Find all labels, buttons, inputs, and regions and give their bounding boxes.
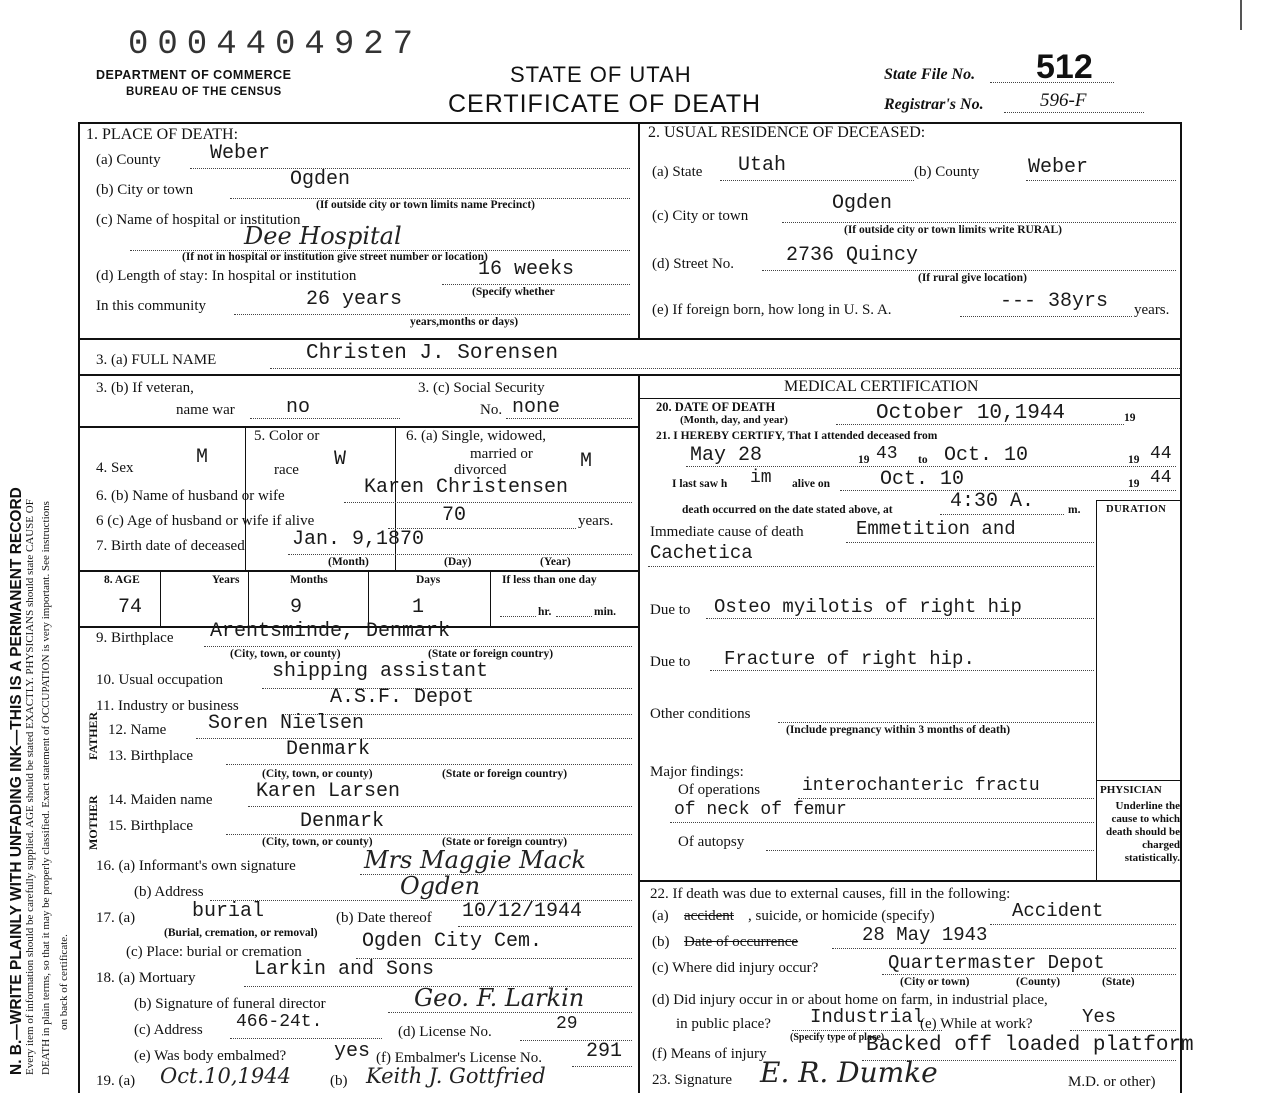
father-state-note: (State or foreign country) [442,768,568,780]
due-to-1-value: Osteo myilotis of right hip [714,596,1022,618]
spouse-label: 6. (b) Name of husband or wife [96,488,285,504]
license-label: (d) License No. [398,1024,492,1040]
certificate-serial: 0004404927 [128,26,423,64]
burial-value: burial [192,900,265,923]
date-of-death-note: (Month, day, and year) [680,414,788,426]
residence-county-label: (b) County [914,164,980,180]
alive-on-label: alive on [792,478,831,490]
md-label: M.D. or other) [1068,1074,1156,1090]
license-value: 29 [556,1014,578,1034]
physician-signature-label: 23. Signature [652,1072,732,1088]
external-d-value: Industrial [810,1006,925,1028]
external-c-county-note: (County) [1016,976,1061,988]
margin-notice: N. B.—WRITE PLAINLY WITH UNFADING INK—THIS IS A PERMANENT RECORD [8,487,25,1075]
father-name-label: 12. Name [108,722,167,738]
place-hospital-note: (If not in hospital or institution give street number or location) [182,251,488,263]
informant-address-value: Ogden [400,872,481,900]
spouse-age-label: 6 (c) Age of husband or wife if alive [96,513,315,529]
sex-value: M [196,446,209,469]
father-side-label: FATHER [86,711,100,760]
physician-signature: E. R. Dumke [760,1056,938,1089]
external-title: 22. If death was due to external causes, fill in the following: [650,886,1011,902]
spouse-age-value: 70 [442,504,467,527]
residence-foreign-value: --- 38yrs [1000,290,1109,313]
marital-label-3: divorced [454,462,507,478]
state-title: STATE OF UTAH [510,62,692,87]
place-hospital-label: (c) Name of hospital or institution [96,212,301,228]
attended-to-label: to [918,454,928,466]
spouse-years-label: years. [578,513,614,529]
time-of-death-value: 4:30 A. [950,490,1035,513]
burial-note: (Burial, cremation, or removal) [164,927,318,939]
mother-city-note: (City, town, or county) [262,836,373,848]
informant-signature: Mrs Maggie Mack [364,846,586,874]
residence-city-label: (c) City or town [652,208,749,224]
external-b-value: 28 May 1943 [862,924,988,946]
residence-foreign-label: (e) If foreign born, how long in U. S. A. [652,302,892,318]
external-d-label-1: (d) Did injury occur in or about home on farm, in industrial place, [652,992,1048,1008]
while-at-work-label: (e) While at work? [920,1016,1033,1032]
external-c-label: (c) Where did injury occur? [652,960,819,976]
birthdate-year-note: (Year) [540,556,571,568]
place-specify-note: (Specify whether [472,286,555,298]
physician-box-text: Underline the cause to which death should be charged statistically. [1106,800,1180,864]
age-years-header: Years [212,574,240,586]
birthplace-city-note: (City, town, or county) [230,648,341,660]
burial-date-label: (b) Date thereof [336,910,432,926]
place-city-label: (b) City or town [96,182,194,198]
external-a-value: Accident [1012,900,1104,922]
attended-from-19: 19 [858,454,870,466]
war-label: name war [176,402,235,418]
industry-value: A.S.F. Depot [330,686,475,709]
race-label: race [274,462,299,478]
industry-label: 11. Industry or business [96,698,239,714]
birthdate-label: 7. Birth date of deceased [96,538,245,554]
alive-on-value: Oct. 10 [880,468,965,491]
margin-instructions-3: on back of certificate. [58,934,70,1030]
mortuary-value: Larkin and Sons [254,958,435,981]
age-months-value: 9 [290,596,303,619]
father-birthplace-value: Denmark [286,738,371,761]
residence-city-note: (If outside city or town limits write RURAL) [844,224,1062,236]
marital-label-1: 6. (a) Single, widowed, [406,428,546,444]
place-city-value: Ogden [290,168,351,191]
mother-birthplace-label: 15. Birthplace [108,818,193,834]
funeral-director-signature: Geo. F. Larkin [414,984,585,1012]
filed-b-label: (b) [330,1073,348,1089]
registrar-value: 596-F [1040,90,1087,111]
residence-street-label: (d) Street No. [652,256,735,272]
place-stay-value: 16 weeks [478,258,575,281]
marital-label-2: married or [470,446,533,462]
department-label: DEPARTMENT OF COMMERCE [96,68,292,82]
age-hr-label: hr. [538,606,552,618]
margin-instructions-2: DEATH in plain terms, so that it may be properly classified. Exact statement of OCCUPATION is very important. See instructions [40,501,52,1075]
mortuary-label: 18. (a) Mortuary [96,970,196,986]
means-of-injury-label: (f) Means of injury [652,1046,767,1062]
marital-value: M [580,450,593,473]
mortuary-address-value: 466-24t. [236,1012,323,1032]
external-b-label: (b) [652,934,670,950]
physician-box-title: PHYSICIAN [1100,784,1162,796]
external-a-rest: , suicide, or homicide (specify) [748,908,935,924]
war-value: no [286,396,311,419]
place-county-label: (a) County [96,152,161,168]
informant-signature-label: 16. (a) Informant's own signature [96,858,296,874]
place-ymd-note: years,months or days) [410,316,519,328]
father-birthplace-label: 13. Birthplace [108,748,193,764]
alive-on-19: 19 [1128,478,1140,490]
attended-to-value: Oct. 10 [944,444,1029,467]
place-county-value: Weber [210,142,271,165]
father-city-note: (City, town, or county) [262,768,373,780]
major-findings-label: Major findings: [650,764,744,780]
occupation-value: shipping assistant [272,660,489,683]
certify-label: 21. I HEREBY CERTIFY, That I attended deceased from [656,430,938,442]
external-a-struck: accident [684,908,734,924]
birthplace-state-note: (State or foreign country) [428,648,554,660]
full-name-label: 3. (a) FULL NAME [96,352,217,368]
sex-label: 4. Sex [96,460,134,476]
embalmed-value: yes [334,1040,371,1063]
mother-side-label: MOTHER [86,795,100,850]
age-days-value: 1 [412,596,425,619]
funeral-director-label: (b) Signature of funeral director [134,996,326,1012]
residence-city-value: Ogden [832,192,893,215]
embalmer-license-value: 291 [586,1040,623,1063]
age-less-header: If less than one day [502,574,597,586]
external-b-struck: Date of occurrence [684,934,799,950]
attended-from-year: 43 [876,444,898,464]
age-days-header: Days [416,574,441,586]
attended-to-19: 19 [1128,454,1140,466]
ssn-no-label: No. [480,402,503,418]
date-of-death-value: October 10,1944 [876,402,1066,425]
embalmer-license-label: (f) Embalmer's License No. [376,1050,542,1066]
spouse-value: Karen Christensen [364,476,569,499]
mother-birthplace-value: Denmark [300,810,385,833]
color-label: 5. Color or [254,428,320,444]
age-months-header: Months [290,574,328,586]
time-m-label: m. [1068,504,1081,516]
autopsy-label: Of autopsy [678,834,745,850]
attended-from-value: May 28 [690,444,763,467]
filed-date-value: Oct.10,1944 [160,1064,291,1088]
burial-date-value: 10/12/1944 [462,900,583,923]
residence-street-note: (If rural give location) [918,272,1027,284]
mother-state-note: (State or foreign country) [442,836,568,848]
margin-instructions-1: Every item of information should be carefully supplied. AGE should be stated EXACTLY. PHYSICIANS should state CAUSE OF [24,499,36,1075]
father-name-value: Soren Nielsen [208,712,365,735]
birthplace-value: Arentsminde, Denmark [210,620,451,643]
duration-header: DURATION [1106,504,1167,515]
embalmed-label: (e) Was body embalmed? [134,1048,287,1064]
external-c-city-note: (City or town) [900,976,970,988]
occupation-label: 10. Usual occupation [96,672,224,688]
external-c-value: Quartermaster Depot [888,952,1105,974]
place-stay-label: (d) Length of stay: In hospital or institution [96,268,357,284]
birthplace-label: 9. Birthplace [96,630,174,646]
place-hospital-value: Dee Hospital [244,222,402,250]
immediate-cause-label: Immediate cause of death [650,524,804,540]
full-name-value: Christen J. Sorensen [306,342,559,365]
mortuary-address-label: (c) Address [134,1022,203,1038]
operations-value-1: interochanteric fractu [802,776,1040,796]
immediate-cause-value-2: Cachetica [650,542,753,564]
while-at-work-value: Yes [1082,1006,1117,1028]
place-community-label: In this community [96,298,206,314]
state-file-value: 512 [1036,48,1093,86]
age-min-label: min. [594,606,617,618]
last-saw-label: I last saw h [672,478,728,490]
due-to-2-value: Fracture of right hip. [724,648,975,670]
alive-on-year: 44 [1150,468,1172,488]
place-community-value: 26 years [306,288,403,311]
residence-state-label: (a) State [652,164,703,180]
mother-name-label: 14. Maiden name [108,792,213,808]
other-conditions-note: (Include pregnancy within 3 months of death) [786,724,1011,736]
ssn-label: 3. (c) Social Security [418,380,545,396]
burial-label: 17. (a) [96,910,136,926]
birthdate-month-note: (Month) [328,556,369,568]
burial-place-value: Ogden City Cem. [362,930,543,953]
immediate-cause-value-1: Emmetition and [856,518,1016,540]
registrar-label: Registrar's No. [884,96,984,113]
registrar-signature: Keith J. Gottfried [366,1064,546,1088]
informant-address-label: (b) Address [134,884,204,900]
place-city-note: (If outside city or town limits name Precinct) [316,199,535,211]
medical-title: MEDICAL CERTIFICATION [784,378,979,395]
death-occurred-label: death occurred on the date stated above, at [682,504,893,516]
bureau-label: BUREAU OF THE CENSUS [126,86,282,98]
operations-label: Of operations [678,782,761,798]
residence-title: 2. USUAL RESIDENCE OF DECEASED: [648,124,926,141]
external-d-note: (Specify type of place) [790,1032,885,1043]
due-to-1-label: Due to [650,602,691,618]
filed-label: 19. (a) [96,1073,136,1089]
birthdate-day-note: (Day) [444,556,472,568]
age-label: 8. AGE [104,574,140,586]
birthdate-value: Jan. 9,1870 [292,528,425,551]
date-of-death-label: 20. DATE OF DEATH [656,400,776,414]
date-of-death-19: 19 [1124,412,1136,424]
veteran-label: 3. (b) If veteran, [96,380,194,396]
residence-state-value: Utah [738,154,787,177]
place-of-death-title: 1. PLACE OF DEATH: [86,126,239,143]
attended-to-year: 44 [1150,444,1172,464]
mother-name-value: Karen Larsen [256,780,401,803]
due-to-2-label: Due to [650,654,691,670]
age-years-value: 74 [118,596,143,619]
last-saw-him: im [750,468,772,488]
certificate-title: CERTIFICATE OF DEATH [448,90,762,118]
state-file-label: State File No. [884,66,976,83]
ssn-value: none [512,396,561,419]
burial-place-label: (c) Place: burial or cremation [126,944,302,960]
means-of-injury-value: Backed off loaded platform [866,1034,1194,1057]
residence-county-value: Weber [1028,156,1089,179]
operations-value-2: of neck of femur [674,800,847,820]
external-d-label-2: in public place? [676,1016,771,1032]
race-value: W [334,448,347,471]
other-conditions-label: Other conditions [650,706,751,722]
external-a-label: (a) [652,908,669,924]
residence-street-value: 2736 Quincy [786,244,919,267]
external-c-state-note: (State) [1102,976,1135,988]
residence-years-label: years. [1134,302,1170,318]
